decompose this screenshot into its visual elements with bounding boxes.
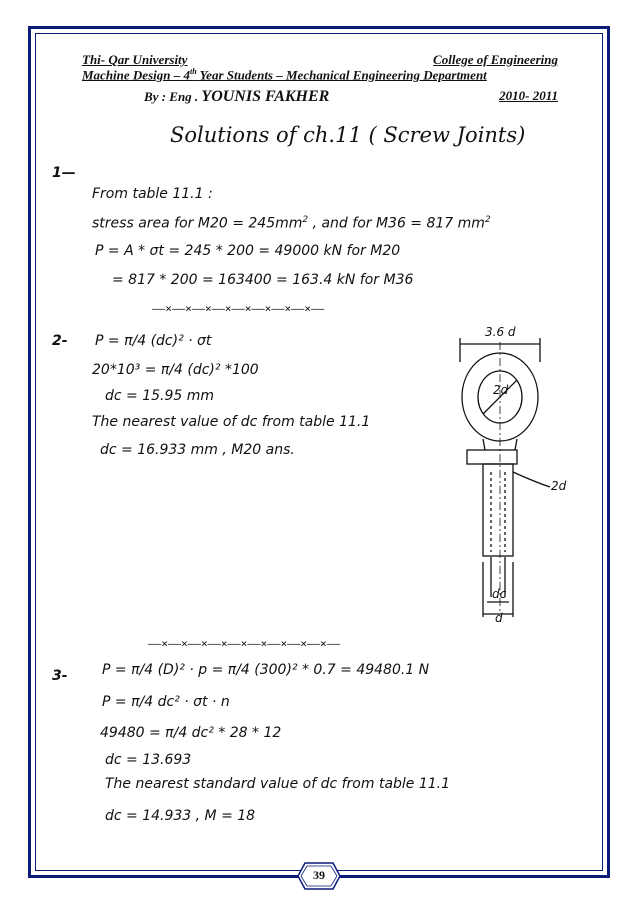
course-line (82, 67, 558, 83)
label-2d-collar: 2d (551, 479, 567, 493)
problem-3-line-2: P = π/4 dc² · σt · n (102, 694, 230, 710)
problem-3-line-4: dc = 13.693 (105, 752, 192, 768)
label-d: d (495, 611, 503, 622)
problem-1-line-1: From table 11.1 : (92, 186, 213, 202)
problem-2-line-5: dc = 16.933 mm , M20 ans. (100, 442, 295, 458)
stress-area-m20: stress area for M20 = 245mm (92, 215, 303, 232)
by-label: By : Eng . (144, 89, 199, 104)
separator-line-2: ——×——×——×——×——×——×——×——×——×—— (148, 637, 341, 650)
label-3-6d: 3.6 d (485, 325, 516, 339)
bolt-collar (467, 450, 517, 464)
problem-2-line-4: The nearest value of dc from table 11.1 (92, 414, 371, 430)
problem-1-number: 1— (52, 165, 76, 181)
page-number-badge (297, 862, 341, 890)
author-name: YOUNIS FAKHER (201, 88, 330, 105)
label-2d-inner: 2d (493, 383, 509, 397)
course-superscript: th (189, 67, 197, 76)
college-name: College of Engineering (433, 52, 558, 67)
problem-1-line-3: P = A * σt = 245 * 200 = 49000 kN for M20 (95, 243, 401, 259)
label-dc: dc (492, 587, 507, 601)
page-title: Solutions of ch.11 ( Screw Joints) (170, 123, 526, 147)
problem-1-line-2 (92, 215, 491, 232)
problem-2-number: 2- (52, 333, 68, 349)
problem-3-number: 3- (52, 668, 68, 684)
bolt-shank (483, 464, 513, 556)
eye-bolt-diagram (455, 322, 580, 622)
course-text: Machine Design – 4 (82, 67, 190, 83)
problem-1-line-4: = 817 * 200 = 163400 = 163.4 kN for M36 (112, 272, 414, 288)
page-number: 39 (313, 868, 325, 882)
problem-2-line-2: 20*10³ = π/4 (dc)² *100 (92, 362, 259, 378)
course-department: Year Students – Mechanical Engineering Department (196, 67, 487, 83)
university-name: Thi- Qar University (82, 52, 188, 67)
academic-year: 2010- 2011 (499, 88, 558, 103)
unit-superscript-2: 2 (484, 215, 491, 225)
problem-3-line-5: The nearest standard value of dc from table 11.1 (105, 776, 451, 792)
problem-3-line-3: 49480 = π/4 dc² * 28 * 12 (100, 725, 282, 741)
leader-line-2d (513, 472, 550, 487)
stress-area-m36: , and for M36 = 817 mm (308, 215, 485, 232)
problem-3-line-6: dc = 14.933 , M = 18 (105, 808, 256, 824)
separator-line-1: ——×——×——×——×——×——×——×——×—— (152, 302, 325, 315)
problem-2-line-1: P = π/4 (dc)² · σt (95, 333, 212, 349)
problem-2-line-3: dc = 15.95 mm (105, 388, 215, 404)
problem-3-line-1: P = π/4 (D)² · p = π/4 (300)² * 0.7 = 49480.1 N (102, 662, 430, 678)
unit-superscript: 2 (302, 215, 309, 225)
byline (144, 88, 329, 106)
